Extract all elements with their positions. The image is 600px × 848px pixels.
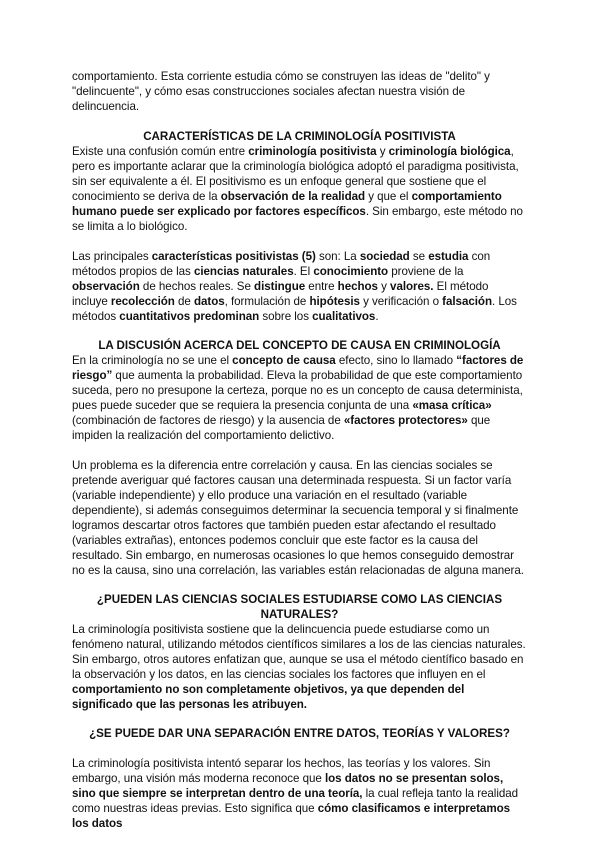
- bold-text-run: conocimiento: [313, 265, 389, 278]
- section-heading-caracteristicas: CARACTERÍSTICAS DE LA CRIMINOLOGÍA POSITIVISTA: [143, 130, 456, 143]
- bold-text-run: ciencias naturales: [193, 265, 294, 278]
- text-run: .: [375, 310, 379, 323]
- bold-text-run: hechos: [337, 280, 378, 293]
- text-run: sobre los: [259, 310, 313, 323]
- text-run: (combinación de factores de riesgo) y la ausencia de: [72, 414, 344, 427]
- bold-text-run: datos: [193, 295, 225, 308]
- text-run: y: [377, 280, 391, 293]
- text-run: La criminología positivista intentó separar los hechos, las teorías y los valores. Sin embargo, una visión más moderna reconoce que: [72, 757, 491, 785]
- text-run: que impiden la realización del comportamiento delictivo.: [72, 414, 491, 442]
- bold-text-run: cualitativos: [312, 310, 376, 323]
- bold-text-run: comportamiento no son completamente objetivos, ya que dependen del significado que las personas les atribuyen.: [72, 683, 465, 711]
- text-run: y: [376, 145, 389, 158]
- section-heading-causa: LA DISCUSIÓN ACERCA DEL CONCEPTO DE CAUSA EN CRIMINOLOGÍA: [98, 339, 501, 352]
- text-run: En la criminología no se une el: [72, 354, 233, 367]
- text-run: Las principales: [72, 250, 152, 263]
- bold-text-run: estudia: [428, 250, 469, 263]
- bold-text-run: los datos no se presentan solos, sino que siempre se interpretan dentro de una teoría,: [72, 772, 504, 800]
- text-run: con métodos propios de las: [72, 250, 491, 278]
- text-run: la cual refleja tanto la realidad como nuestras ideas previas. Esto significa que: [72, 787, 519, 815]
- paragraph-positivismo: [72, 144, 527, 234]
- text-run: . El: [293, 265, 314, 278]
- text-run: y verificación o: [359, 295, 443, 308]
- bold-text-run: «factores protectores»: [343, 414, 468, 427]
- bold-text-run: observación de la realidad: [220, 190, 366, 203]
- paragraph-correlacion: Un problema es la diferencia entre correlación y causa. En las ciencias sociales se pretende averiguar qué factores causan una determinada respuesta. Si un factor varía (variable independiente) y ello produce una variación en el resultado (variable dependiente), si además conseguimos determinar la secuencia temporal y si finalmente logramos descartar otros factores que también pueden estar afectando el resultado (variables extrañas), entonces podemos concluir que este factor es la causa del resultado. Sin embargo, en numerosas ocasiones lo que hemos conseguido demostrar no es la causa, sino una correlación, las variables están relacionadas de alguna manera.: [72, 459, 524, 577]
- paragraph-caracteristicas: [72, 249, 527, 324]
- bold-text-run: hipótesis: [309, 295, 360, 308]
- text-run: , pero es importante aclarar que la criminología biológica adoptó el paradigma positivista, sin ser equivalente a él. El positivismo es un enfoque general que sostiene que el conocimiento se deriva de la: [72, 145, 519, 203]
- paragraph-ciencias-naturales: [72, 622, 527, 712]
- intro-paragraph: comportamiento. Esta corriente estudia cómo se construyen las ideas de "delito" y "delincuente", y cómo esas construcciones sociales afectan nuestra visión de delincuencia.: [72, 70, 490, 113]
- text-run: de: [174, 295, 194, 308]
- bold-text-run: observación: [72, 280, 140, 293]
- text-run: de hechos reales. Se: [139, 280, 255, 293]
- bold-text-run: criminología positivista: [248, 145, 377, 158]
- bold-text-run: recolección: [110, 295, 175, 308]
- text-run: El método incluye: [72, 280, 489, 308]
- bold-text-run: falsación: [442, 295, 492, 308]
- text-run: se: [409, 250, 429, 263]
- bold-text-run: sociedad: [359, 250, 410, 263]
- text-run: . Sin embargo, este método no se limita a lo biológico.: [72, 205, 523, 233]
- text-run: y que el: [365, 190, 412, 203]
- text-run: . Los métodos: [72, 295, 517, 323]
- text-run: son: La: [315, 250, 360, 263]
- bold-text-run: distingue: [254, 280, 306, 293]
- bold-text-run: concepto de causa: [232, 354, 336, 367]
- section-heading-datos: ¿SE PUEDE DAR UNA SEPARACIÓN ENTRE DATOS, TEORÍAS Y VALORES?: [89, 727, 510, 740]
- text-run: proviene de la: [388, 265, 464, 278]
- text-run: entre: [305, 280, 338, 293]
- bold-text-run: comportamiento humano puede ser explicado por factores específicos: [72, 190, 502, 218]
- text-run: La criminología positivista sostiene que la delincuencia puede estudiarse como un fenómeno natural, utilizando métodos científicos similares a los de las ciencias naturales. Sin embargo, otros autores enfatizan que, aunque se usa el método científico basado en la observación y los datos, en las ciencias sociales los factores que influyen en el: [72, 623, 526, 681]
- text-run: efecto, sino lo llamado: [335, 354, 457, 367]
- section-heading-ciencias: ¿PUEDEN LAS CIENCIAS SOCIALES ESTUDIARSE COMO LAS CIENCIAS NATURALES?: [96, 593, 503, 621]
- bold-text-run: “factores de riesgo”: [72, 354, 524, 382]
- bold-text-run: características positivistas (5): [151, 250, 316, 263]
- text-run: que aumenta la probabilidad. Eleva la probabilidad de que este comportamiento suceda, pero no presupone la certeza, porque no es un concepto de causa determinista, pues puede suceder que se requiera la presencia conjunta de una: [72, 369, 523, 412]
- text-run: , formulación de: [224, 295, 310, 308]
- text-run: Existe una confusión común entre: [72, 145, 249, 158]
- bold-text-run: criminología biológica: [388, 145, 511, 158]
- paragraph-datos-teorias: [72, 756, 527, 831]
- bold-text-run: cuantitativos predominan: [119, 310, 260, 323]
- bold-text-run: valores.: [390, 280, 434, 293]
- bold-text-run: «masa crítica»: [412, 399, 492, 412]
- paragraph-factores-riesgo: [72, 353, 527, 443]
- bold-text-run: cómo clasificamos e interpretamos los datos: [72, 802, 511, 830]
- document-page: [72, 69, 527, 831]
